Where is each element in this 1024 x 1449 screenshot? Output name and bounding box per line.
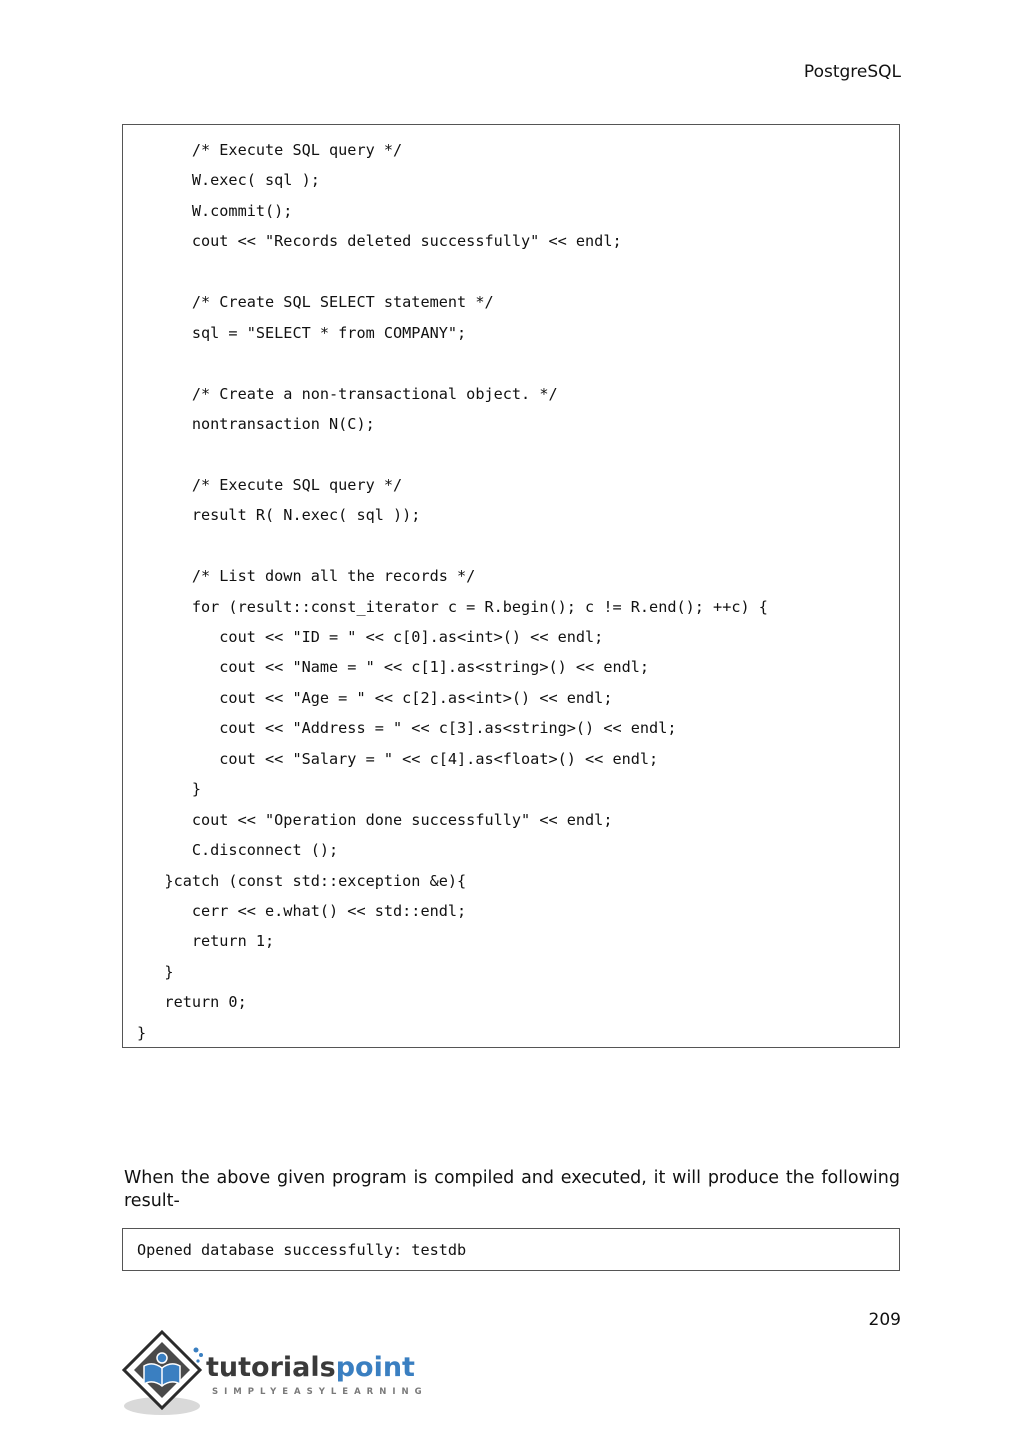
- page-number: 209: [868, 1310, 901, 1330]
- code-line: cerr << e.what() << std::endl;: [137, 901, 467, 920]
- code-line: return 1;: [137, 932, 275, 951]
- code-line: }catch (const std::exception &e){: [137, 871, 467, 890]
- output-line: Opened database successfully: testdb: [137, 1241, 467, 1259]
- logo-wordmark: tutorialspoint: [206, 1352, 415, 1383]
- code-line: [137, 531, 889, 561]
- code-lines: [137, 135, 889, 1048]
- code-line: W.commit();: [137, 201, 293, 220]
- tutorialspoint-logo: [122, 1328, 432, 1420]
- code-line: /* Execute SQL query */: [137, 141, 403, 159]
- code-line: [137, 348, 889, 378]
- logo-tagline: SIMPLYEASYLEARNING: [212, 1387, 428, 1397]
- output-block: [122, 1228, 900, 1271]
- code-line: /* Execute SQL query */: [137, 475, 403, 494]
- code-line: C.disconnect ();: [137, 841, 339, 860]
- code-block: [122, 124, 900, 1048]
- code-line: cout << "Address = " << c[3].as<string>() << endl;: [137, 719, 677, 738]
- code-line: nontransaction N(C);: [137, 414, 375, 433]
- page-header-title: PostgreSQL: [803, 62, 901, 82]
- code-line: cout << "Age = " << c[2].as<int>() << endl;: [137, 688, 613, 707]
- code-line: for (result::const_iterator c = R.begin(); c != R.end(); ++c) {: [137, 597, 768, 616]
- body-paragraph: When the above given program is compiled and executed, it will produce the following result-: [124, 1168, 900, 1211]
- code-line: return 0;: [137, 993, 247, 1012]
- code-line: [137, 257, 889, 287]
- code-line: }: [137, 962, 174, 981]
- code-line: cout << "Name = " << c[1].as<string>() << endl;: [137, 658, 650, 677]
- code-line: cout << "Salary = " << c[4].as<float>() << endl;: [137, 749, 659, 768]
- code-line: /* Create SQL SELECT statement */: [137, 293, 494, 312]
- code-line: cout << "ID = " << c[0].as<int>() << endl;: [137, 628, 604, 646]
- tutorialspoint-logo-icon: [122, 1328, 432, 1420]
- code-line: result R( N.exec( sql ));: [137, 506, 421, 525]
- code-line: W.exec( sql );: [137, 171, 320, 190]
- code-line: /* List down all the records */: [137, 567, 476, 586]
- code-line: sql = "SELECT * from COMPANY";: [137, 323, 467, 342]
- code-line: [137, 439, 889, 469]
- code-line: cout << "Records deleted successfully" << endl;: [137, 232, 622, 251]
- code-line: /* Create a non-transactional object. */: [137, 384, 558, 403]
- code-line: cout << "Operation done successfully" << endl;: [137, 810, 613, 829]
- code-line: }: [137, 780, 202, 799]
- code-line: }: [137, 1023, 147, 1042]
